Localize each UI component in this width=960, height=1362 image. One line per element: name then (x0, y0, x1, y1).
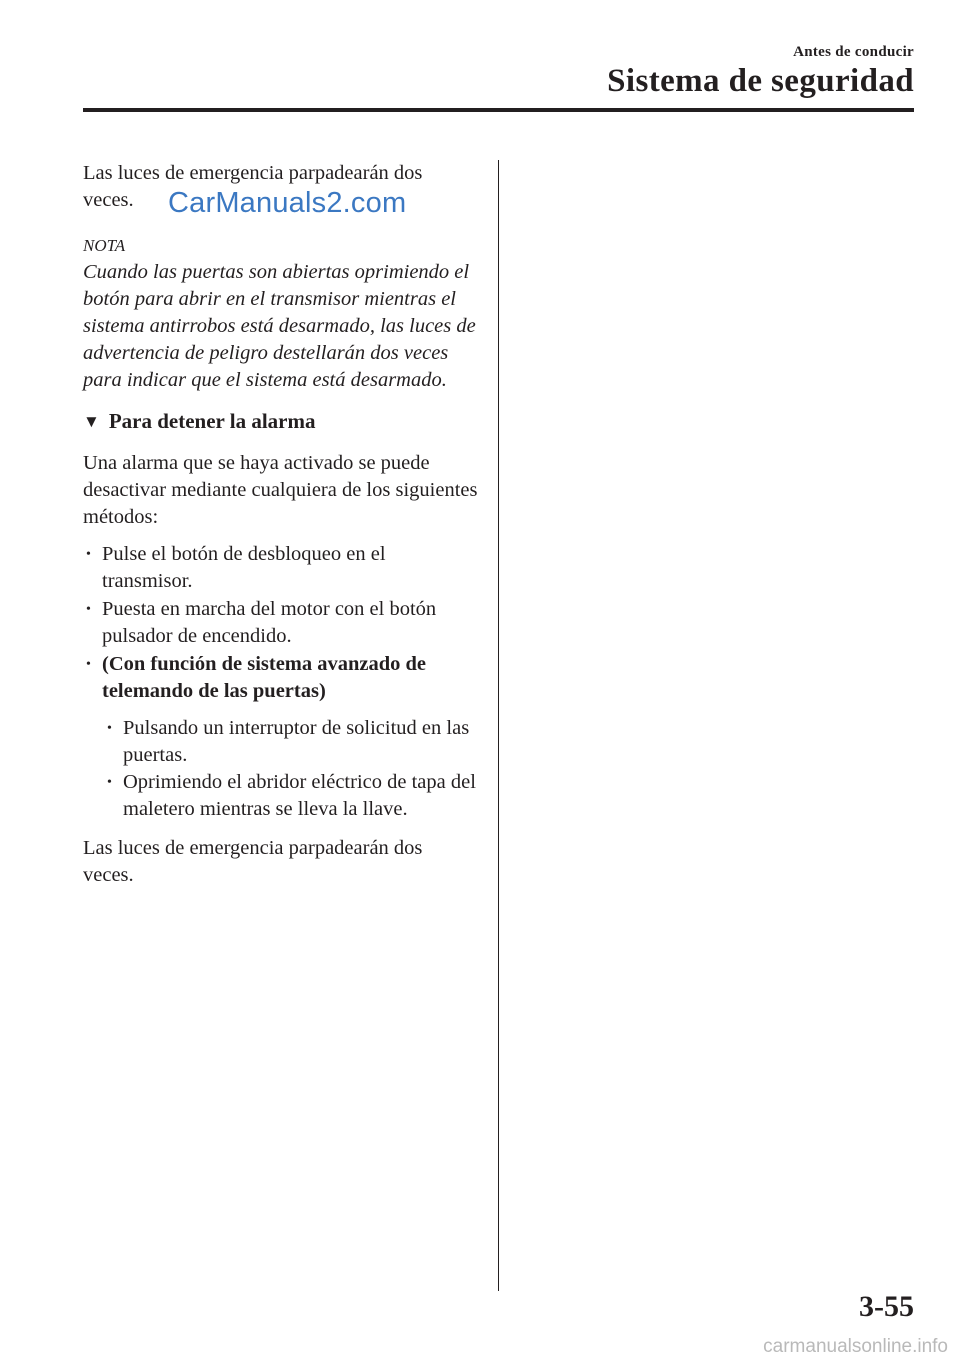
list-item-text: Pulse el botón de desbloqueo en el transmisor. (102, 543, 386, 592)
footer-watermark: carmanualsonline.info (763, 1336, 948, 1357)
sub-list-item (83, 715, 478, 769)
header-section-label: Antes de conducir (793, 44, 914, 60)
bullet-icon: • (86, 547, 91, 562)
bullet-icon: • (86, 602, 91, 617)
page-title: Sistema de seguridad (607, 63, 914, 99)
watermark-text: CarManuals2.com (168, 187, 407, 219)
list-item-text: Puesta en marcha del motor con el botón pulsador de encendido. (102, 598, 437, 647)
column-divider (498, 160, 499, 1291)
list-item (83, 651, 478, 823)
outro-paragraph: Las luces de emergencia parpadearán dos veces. (83, 837, 423, 886)
bullet-icon: • (107, 721, 112, 736)
intro-paragraph: Las luces de emergencia parpadearán dos veces. (83, 162, 423, 211)
sub-list-item (83, 769, 478, 823)
sub-methods-list (83, 715, 478, 823)
methods-list (83, 541, 478, 823)
bullet-icon: • (86, 657, 91, 672)
note-text: Cuando las puertas son abiertas oprimiendo el botón para abrir en el transmisor mientras el sistema antirrobos está desarmado, las luces de advertencia de peligro destellarán dos veces para indicar que el sistema está desarmado. (83, 261, 476, 391)
left-column (83, 160, 478, 889)
list-item (83, 541, 478, 595)
section-heading (83, 408, 478, 435)
sub-list-item-text: Oprimiendo el abridor eléctrico de tapa del maletero mientras se lleva la llave. (123, 771, 476, 820)
header-divider (83, 108, 914, 112)
body-paragraph: Una alarma que se haya activado se puede desactivar mediante cualquiera de los siguientes métodos: (83, 452, 478, 528)
triangle-down-icon: ▼ (83, 412, 100, 431)
page-number: 3-55 (859, 1290, 914, 1323)
sub-list-item-text: Pulsando un interruptor de solicitud en las puertas. (123, 717, 470, 766)
note-label: NOTA (83, 236, 126, 255)
bullet-icon: • (107, 775, 112, 790)
section-heading-text: Para detener la alarma (108, 409, 316, 433)
list-item-text: (Con función de sistema avanzado de telemando de las puertas) (102, 653, 427, 702)
list-item (83, 596, 478, 650)
